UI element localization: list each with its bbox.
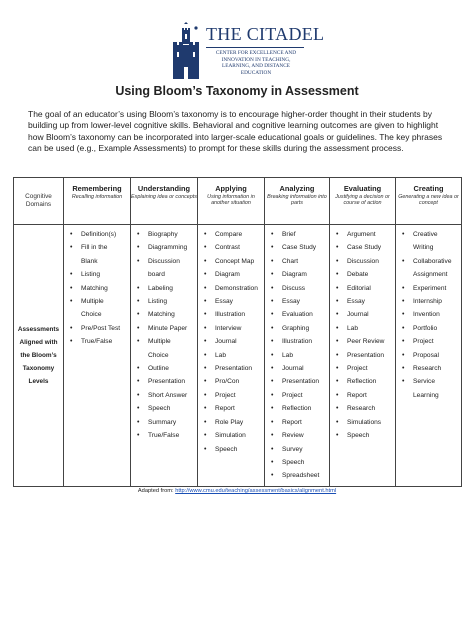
list-item: Choice [81,311,102,319]
list-item: • Demonstration [198,282,264,295]
assessment-list [396,225,461,402]
list-item: • Speech [131,402,197,415]
list-item: • Editorial [330,282,395,295]
list-item: • Matching [131,308,197,321]
list-item: • Presentation [330,349,395,362]
assessment-list [265,225,329,483]
list-item: • Survey [265,443,329,456]
list-item: • Pre/Post Test [64,322,130,335]
list-item: • Discussion [330,255,395,268]
list-item: • Argument [330,228,395,241]
list-item: • Graphing [265,322,329,335]
list-item: • Essay [198,295,264,308]
source-link[interactable]: http://www.cmu.edu/teaching/assessment/basics/alignment.html [175,488,337,494]
list-item: • Outline [131,362,197,375]
list-item: • Report [265,416,329,429]
logo-name: THE CITADEL [206,24,325,44]
list-item: • True/False [131,429,197,442]
list-item: • Illustration [198,308,264,321]
column-header [265,178,330,225]
list-item: • Project [198,389,264,402]
list-item: • Lab [330,322,395,335]
list-item: • Interview [198,322,264,335]
list-item: • Report [330,389,395,402]
corner-label: Cognitive Domains [14,178,64,225]
list-item: • Spreadsheet [265,469,329,482]
list-item: • Speech [330,429,395,442]
list-item: • Diagram [265,268,329,281]
list-item: • Internship [396,295,461,308]
column-subtitle: Explaining idea or concepts [131,194,197,200]
list-item: • Lab [198,349,264,362]
list-item: • Multiple [64,295,130,308]
list-item: • Summary [131,416,197,429]
list-item: • Experiment [396,282,461,295]
list-item: • Short Answer [131,389,197,402]
list-item: • Report [198,402,264,415]
list-item: • Fill in the [64,241,130,254]
list-item: Writing [413,244,434,252]
list-item: • Diagramming [131,241,197,254]
citadel-logo [170,22,325,82]
list-item: • Presentation [198,362,264,375]
list-item: Blank [81,257,98,265]
column-cell [198,225,265,487]
assessment-list [131,225,197,443]
list-item: • Brief [265,228,329,241]
castle-tower-icon [170,22,202,80]
list-item: • Presentation [131,375,197,388]
assessment-list [64,225,130,349]
list-item: • Biography [131,228,197,241]
list-item: • Diagram [198,268,264,281]
list-item: • Concept Map [198,255,264,268]
column-header [131,178,198,225]
list-item: • Listing [64,268,130,281]
list-item: • True/False [64,335,130,348]
column-cell [330,225,396,487]
list-item: • Minute Paper [131,322,197,335]
assessment-list [198,225,264,456]
list-item: • Role Play [198,416,264,429]
list-item: • Case Study [330,241,395,254]
table-header-row [14,178,462,225]
list-item: • Illustration [265,335,329,348]
list-item: • Portfolio [396,322,461,335]
list-item: • Project [396,335,461,348]
intro-paragraph: The goal of an educator’s using Bloom’s taxonomy is to encourage higher-order thought in their students by building up from lower-level cognitive skills. Behavioral and cognitive learning outcomes are given to highlight how Bloom’s taxonomy can be incorporated into larger-scale educational goals or guidelines. The key phrases can be used (e.g., Example Assessments) to prompt for these skills during the assessment process. [28,109,443,153]
column-header [64,178,131,225]
column-subtitle: Recalling information [71,194,123,200]
list-item: • Creative [396,228,461,241]
blooms-taxonomy-table [13,177,462,487]
list-item: • Discussion [131,255,197,268]
column-title: Evaluating [343,184,382,193]
column-subtitle: Justifying a decision or course of action [335,194,390,207]
column-title: Understanding [137,184,191,193]
column-header [330,178,396,225]
list-item: • Speech [198,443,264,456]
column-cell [131,225,198,487]
assessments-row [14,225,462,487]
list-item: • Essay [265,295,329,308]
list-item: • Journal [198,335,264,348]
column-title: Creating [413,184,444,193]
list-item: • Simulation [198,429,264,442]
list-item: • Evaluation [265,308,329,321]
list-item: • Simulations [330,416,395,429]
list-item: • Contrast [198,241,264,254]
list-item: board [148,271,165,279]
column-subtitle: Generating a new idea or concept [398,194,459,207]
list-item: • Debate [330,268,395,281]
list-item: • Research [330,402,395,415]
list-item: • Lab [265,349,329,362]
list-item: • Invention [396,308,461,321]
list-item: • Case Study [265,241,329,254]
row-label: Assessments Aligned with the Bloom’s Taxonomy Levels [14,225,64,487]
list-item: • Discuss [265,282,329,295]
logo-subtitle-line: CENTER FOR EXCELLENCE AND [215,50,297,56]
column-cell [265,225,330,487]
list-item: • Research [396,362,461,375]
list-item: • Project [330,362,395,375]
column-cell [64,225,131,487]
list-item: • Journal [330,308,395,321]
list-item: • Journal [265,362,329,375]
citation-prefix: Adapted from: [137,488,176,494]
assessment-list [330,225,395,443]
column-title: Analyzing [279,184,315,193]
list-item: • Pro/Con [198,375,264,388]
logo-subtitle-line: LEARNING, AND DISTANCE [222,63,290,69]
column-title: Applying [215,184,247,193]
column-header [396,178,462,225]
list-item: • Multiple [131,335,197,348]
list-item: • Project [265,389,329,402]
source-citation [0,488,474,494]
column-subtitle: Using information in another situation [207,194,255,207]
list-item: • Presentation [265,375,329,388]
list-item: • Peer Review [330,335,395,348]
list-item: • Proposal [396,349,461,362]
column-title: Remembering [72,184,122,193]
list-item: • Speech [265,456,329,469]
column-subtitle: Breaking information into parts [267,194,327,207]
column-header [198,178,265,225]
list-item: • Matching [64,282,130,295]
list-item: • Reflection [265,402,329,415]
list-item: • Labeling [131,282,197,295]
list-item: • Chart [265,255,329,268]
list-item: • Collaborative [396,255,461,268]
list-item: Assignment [413,271,448,279]
list-item: • Reflection [330,375,395,388]
list-item: Choice [148,351,169,359]
logo-subtitle-line: INNOVATION IN TEACHING, [221,56,291,63]
page-title: Using Bloom’s Taxonomy in Assessment [115,84,359,98]
column-cell [396,225,462,487]
list-item: • Definition(s) [64,228,130,241]
list-item: • Essay [330,295,395,308]
logo-subtitle [202,50,310,76]
list-item: Learning [413,391,439,399]
logo-divider [206,47,304,48]
list-item: • Compare [198,228,264,241]
logo-subtitle-line: EDUCATION [240,69,272,76]
list-item: • Listing [131,295,197,308]
list-item: • Service [396,375,461,388]
list-item: • Review [265,429,329,442]
